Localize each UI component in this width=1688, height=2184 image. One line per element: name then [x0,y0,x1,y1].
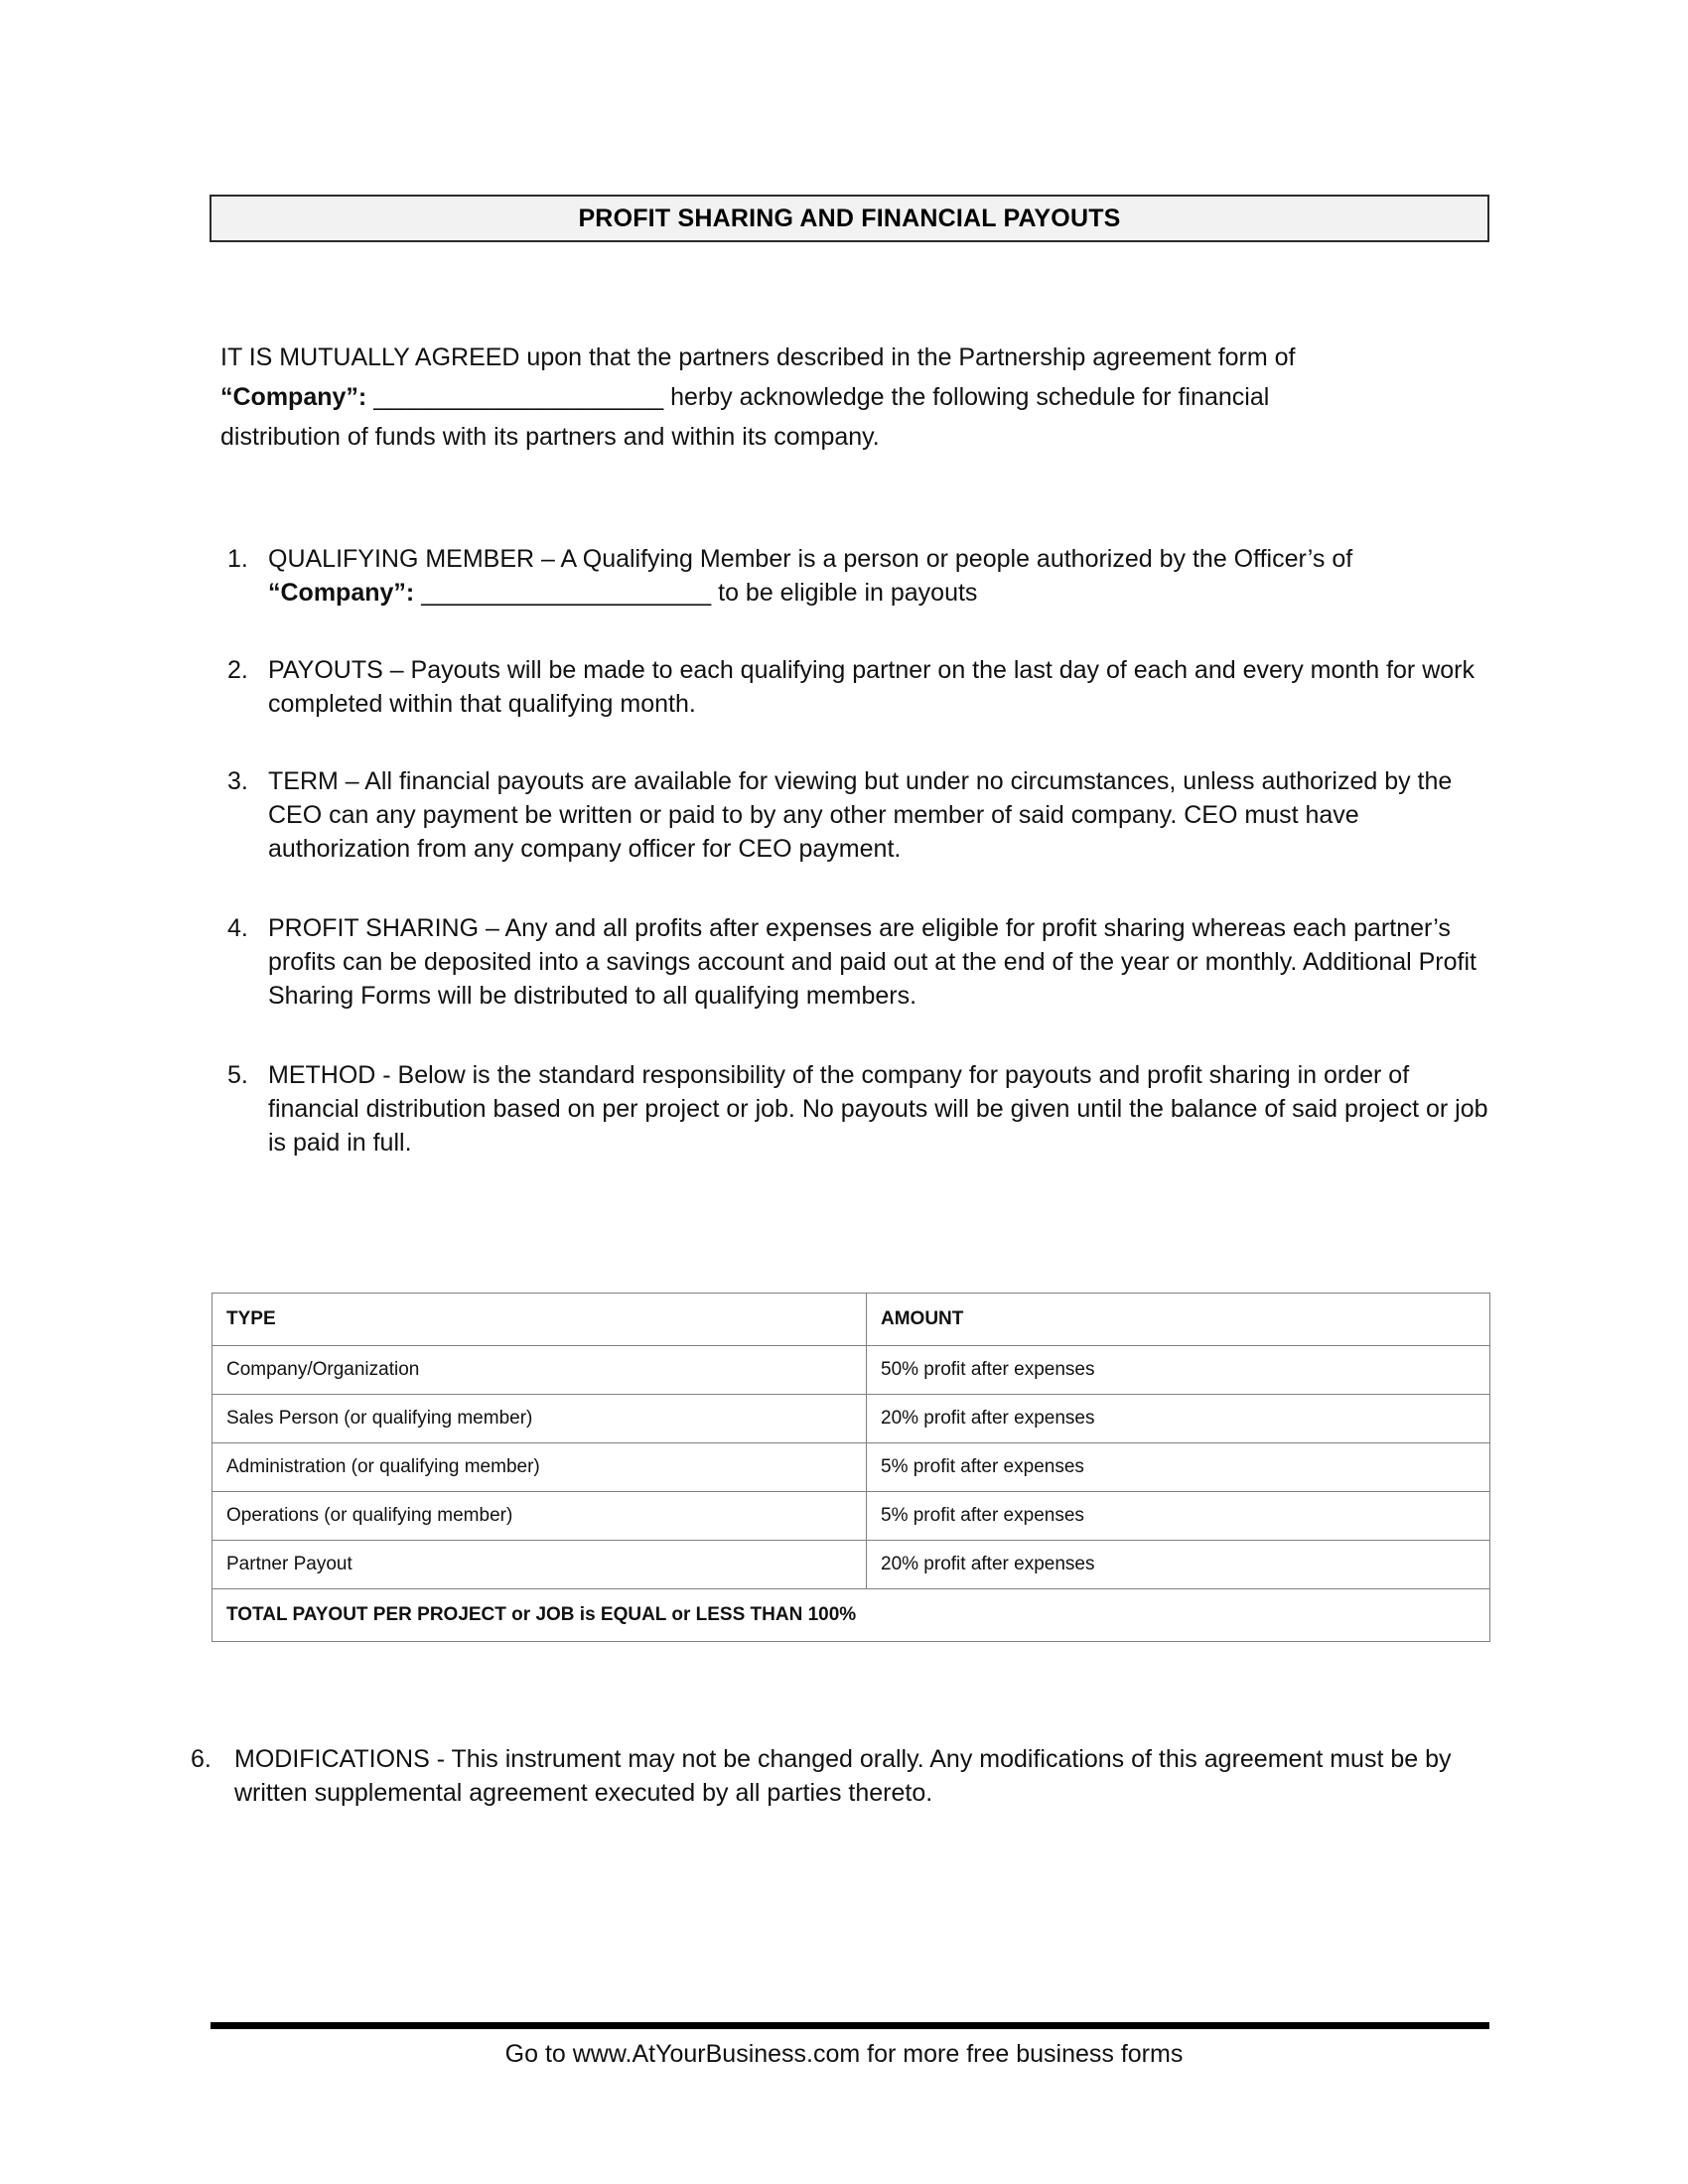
table-cell-amount: 5% profit after expenses [867,1443,1490,1492]
page-title: PROFIT SHARING AND FINANCIAL PAYOUTS [578,204,1121,232]
clause-text-3: TERM – All financial payouts are available for viewing but under no circumstances, unless authorized by the CEO can any payment be written or paid to by any other member of said company. CEO must have authorization from any company officer for CEO payment. [268,767,1453,863]
clause-spacer-1 [220,610,1491,653]
intro-line-3: distribution of funds with its partners and within its company. [220,423,880,451]
clause-text-5: METHOD - Below is the standard responsibility of the company for payouts and profit sharing in order of financial distribution based on per project or job. No payouts will be given until the balance of said project or job is paid in full. [268,1061,1488,1157]
clause-number-1: 1. [227,545,248,573]
clause-text-1 [268,542,1491,610]
clause-text-4: PROFIT SHARING – Any and all profits after expenses are eligible for profit sharing whereas each partner’s profits can be deposited into a savings account and paid out at the end of the year or monthly. Additional Profit Sharing Forms will be distributed to all qualifying members. [268,914,1477,1010]
intro-line-2: herby acknowledge the following schedule for financial [670,383,1270,411]
table-cell-amount: 50% profit after expenses [867,1346,1490,1395]
intro-company-blank[interactable]: _____________________ [373,383,664,411]
clause-subline-1 [268,576,1491,610]
table-cell-amount: 5% profit after expenses [867,1492,1490,1541]
table-total-row [212,1589,1490,1642]
clause-number-4: 4. [227,914,248,942]
intro-company-label: “Company”: [220,383,367,411]
clause-list [220,542,1491,1160]
clause-spacer-3 [220,866,1491,911]
table-row [212,1443,1490,1492]
table-cell-type: Company/Organization [212,1346,867,1395]
table-cell-type: Partner Payout [212,1541,867,1589]
table-cell-amount: 20% profit after expenses [867,1395,1490,1443]
payout-table [211,1293,1490,1642]
clause-item-6 [191,1742,1501,1810]
clause-spacer-4 [220,1013,1491,1058]
clause-text-2: PAYOUTS – Payouts will be made to each qualifying partner on the last day of each and every month for work completed within that qualifying month. [268,656,1475,718]
clause-spacer-2 [220,721,1491,764]
intro-paragraph [220,338,1402,457]
intro-line-1: IT IS MUTUALLY AGREED upon that the partners described in the Partnership agreement form of [220,343,1296,371]
clause-item-5 [220,1058,1491,1160]
table-cell-type: Sales Person (or qualifying member) [212,1395,867,1443]
document-title-banner [210,195,1489,242]
clause-item-4 [220,911,1491,1013]
clause-number-5: 5. [227,1061,248,1089]
table-total-text: TOTAL PAYOUT PER PROJECT or JOB is EQUAL or LESS THAN 100% [212,1589,1490,1642]
clause-item-3 [220,764,1491,866]
table-header-row [212,1294,1490,1346]
clause-body-1: QUALIFYING MEMBER – A Qualifying Member is a person or people authorized by the Officer’s of [268,545,1353,573]
table-cell-type: Operations (or qualifying member) [212,1492,867,1541]
table-cell-amount: 20% profit after expenses [867,1541,1490,1589]
clause-number-3: 3. [227,767,248,795]
table-row [212,1492,1490,1541]
clause-number-6: 6. [191,1745,211,1773]
clause-item-1 [220,542,1491,610]
clause-company-blank-1[interactable]: _____________________ [421,579,712,607]
table-header-type: TYPE [212,1294,867,1346]
table-row [212,1346,1490,1395]
table-cell-type: Administration (or qualifying member) [212,1443,867,1492]
table-header-amount: AMOUNT [867,1294,1490,1346]
table-row [212,1541,1490,1589]
clause-text-6: MODIFICATIONS - This instrument may not be changed orally. Any modifications of this agreement must be by written supplemental agreement executed by all parties thereto. [234,1745,1452,1807]
clause-subtext-1: to be eligible in payouts [718,579,978,607]
clause-company-label-1: “Company”: [268,579,415,607]
footer-text: Go to www.AtYourBusiness.com for more free business forms [504,2040,1184,2068]
table-row [212,1395,1490,1443]
footer-divider [211,2022,1489,2029]
clause-number-2: 2. [227,656,248,684]
clause-item-2 [220,653,1491,721]
